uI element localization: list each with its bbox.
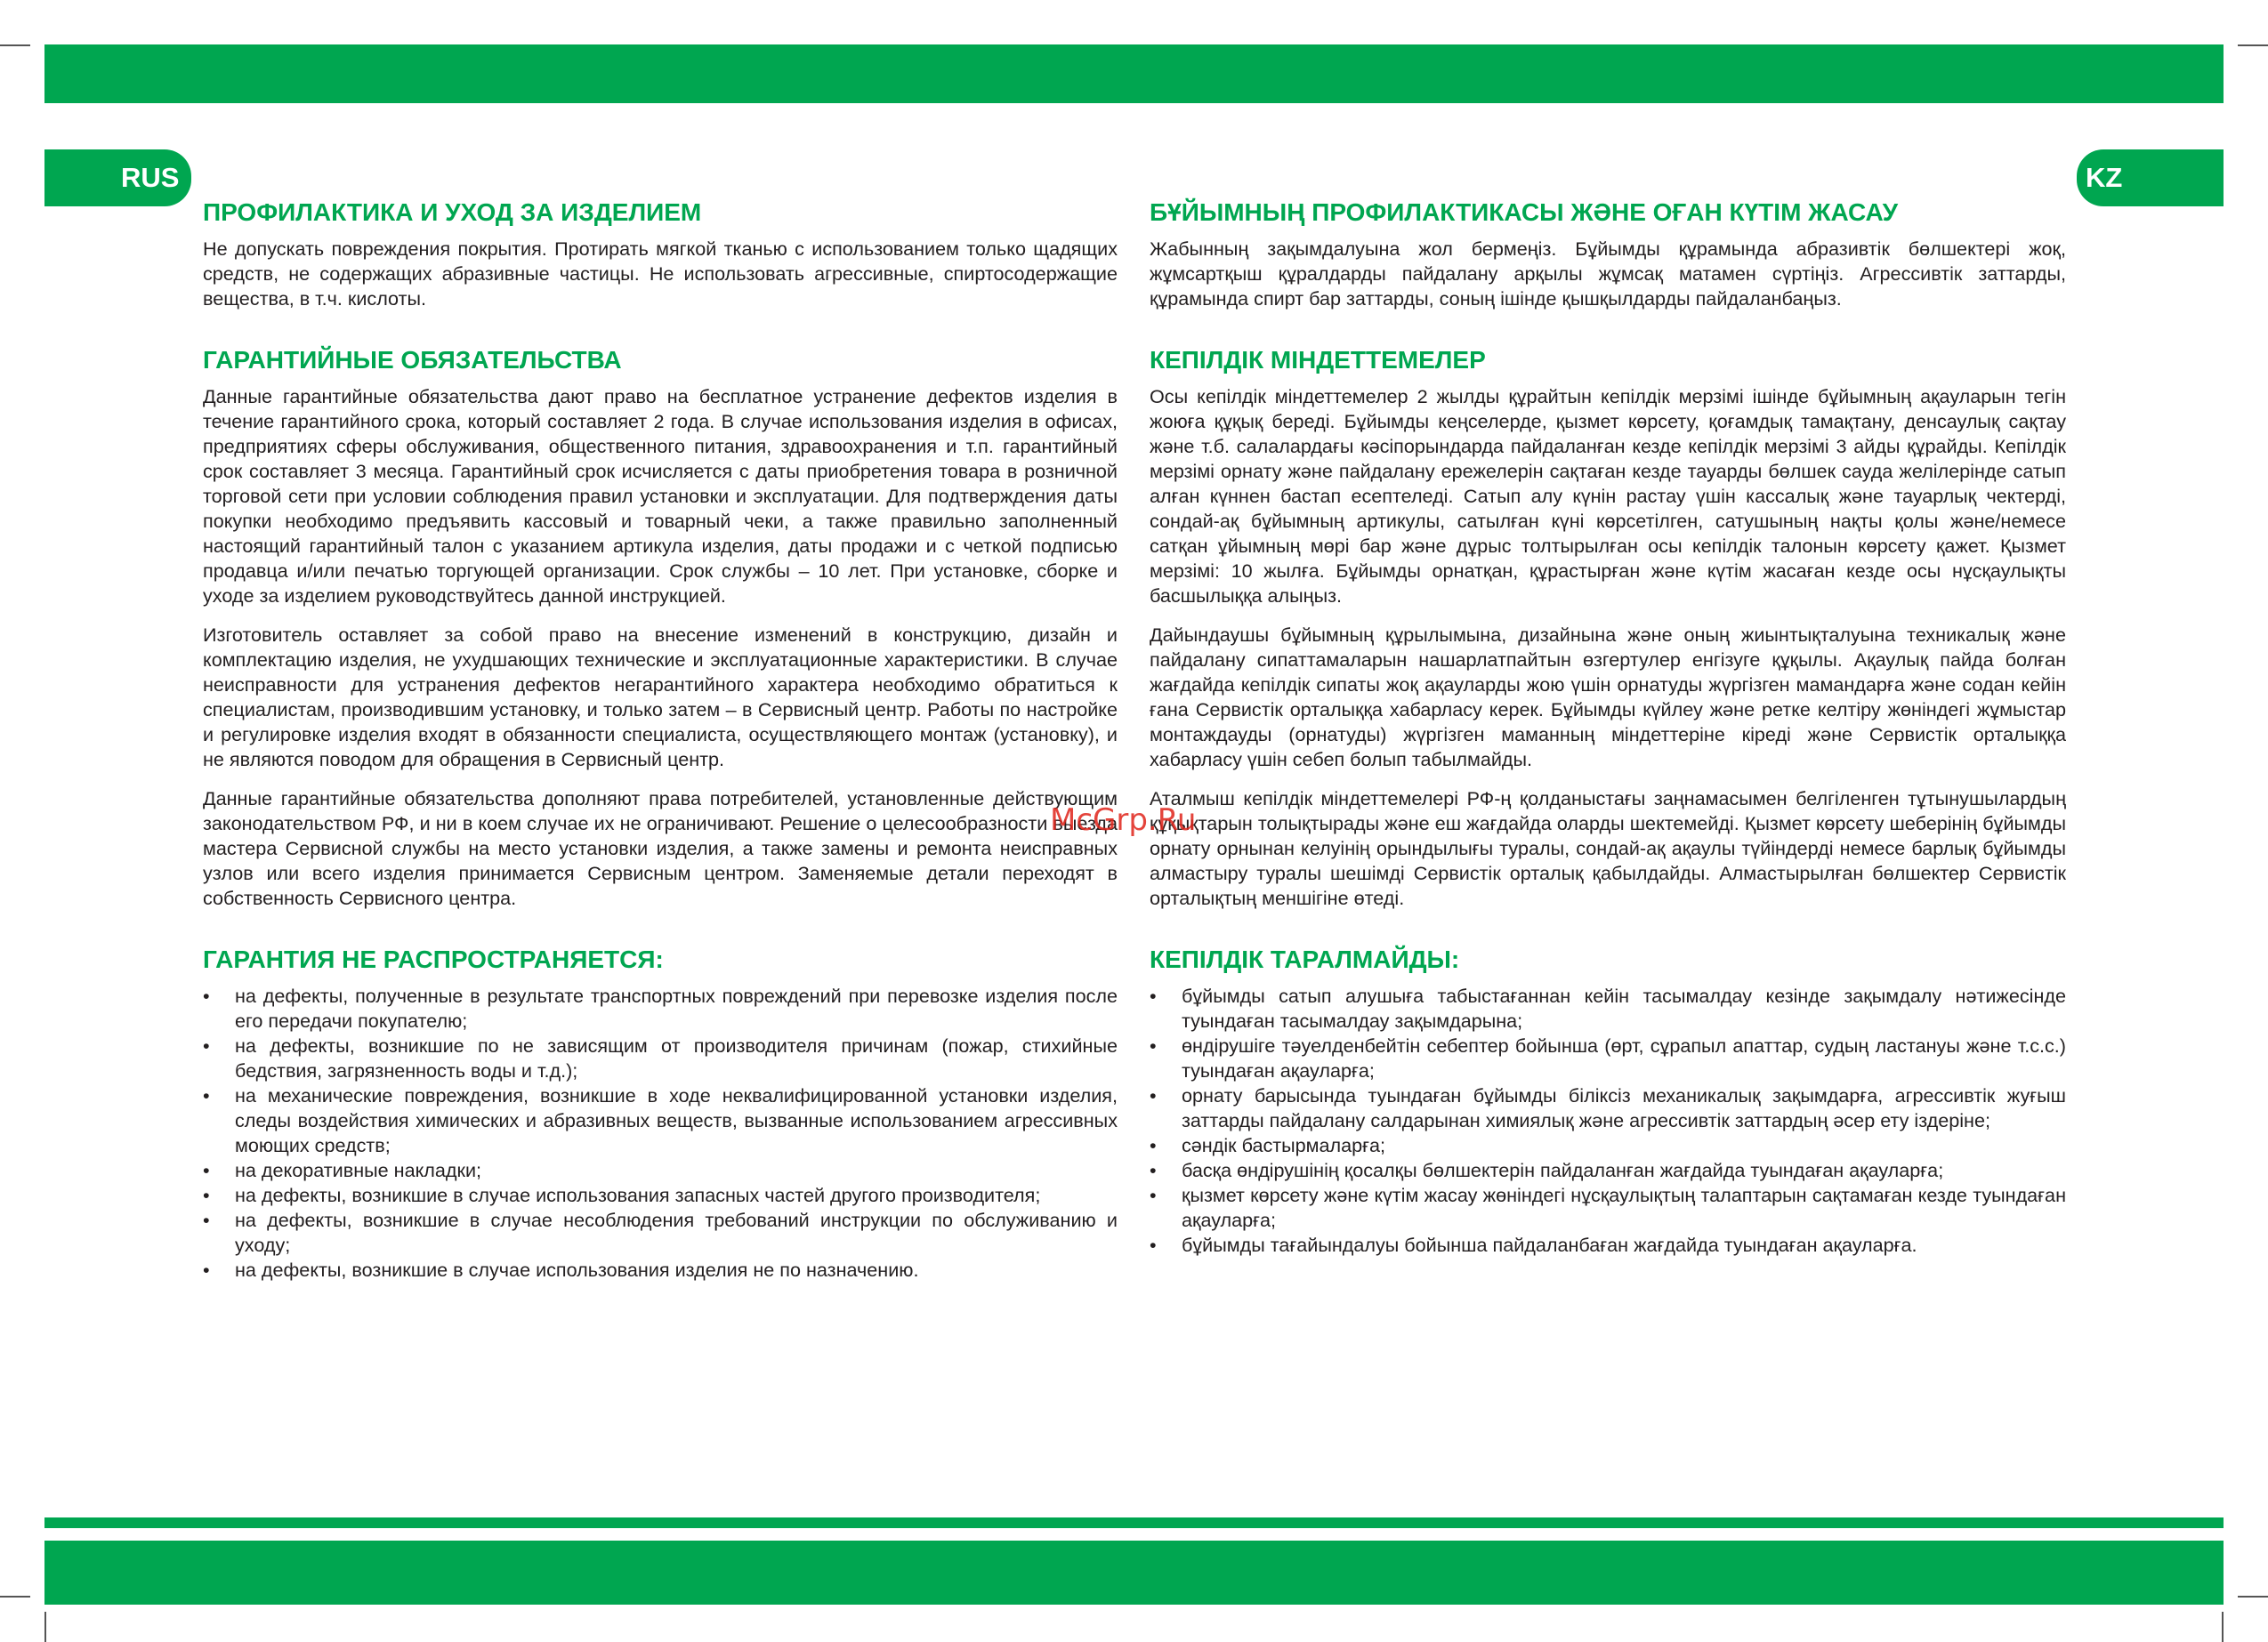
care-paragraph-kz: Жабынның зақымдалуына жол бермеңіз. Бұйымды құрамында абразивтік бөлшектері жоқ, жұмсартқыш құралдарды пайдалану арқылы жұмсақ матамен сүртіңіз. Агрессивтік заттарды, құрамында спирт бар заттарды, соның ішінде қышқылдарды пайдаланбаңыз.: [1150, 237, 2066, 310]
crop-mark: [2238, 1596, 2268, 1598]
language-tab-rus: RUS: [44, 149, 191, 206]
crop-mark: [0, 44, 30, 46]
list-item: • на декоративные накладки;: [203, 1158, 1118, 1183]
list-item: • на дефекты, возникшие по не зависящим от производителя причинам (пожар, стихийные бедствия, загрязненность воды и т.д.);: [203, 1034, 1118, 1083]
top-green-band: [44, 44, 2224, 103]
list-item: • қызмет көрсету және күтім жасау жөніндегі нұсқаулықтың талаптарын сақтамаған кезде туындаған ақауларға;: [1150, 1183, 2066, 1233]
crop-mark: [0, 1596, 30, 1598]
list-item: • бұйымды сатып алушыға табыстағаннан кейін тасымалдау кезінде зақымдалу нәтижесінде туындаған тасымалдау зақымдарына;: [1150, 984, 2066, 1034]
language-tab-kz: KZ: [2077, 149, 2224, 206]
list-item: • на дефекты, полученные в результате транспортных повреждений при перевозке изделия после его передачи покупателю;: [203, 984, 1118, 1034]
warranty-paragraph-1: Данные гарантийные обязательства дают право на бесплатное устранение дефектов изделия в течение гарантийного срока, который составляет 2 года. В случае использования изделия в офисах, предприятиях сферы обслуживания, общественного питания, здравоохранения и т.п. гарантийный срок составляет 3 месяца. Гарантийный срок исчисляется с даты приобретения товара в розничной торговой сети при условии соблюдения правил установки и эксплуатации. Для подтверждения даты покупки необходимо предъявить кассовый и товарный чеки, а также правильно заполненный настоящий гарантийный талон с указанием артикула изделия, даты продажи и с четкой подписью продавца и/или печатью торгующей организации. Срок службы – 10 лет. При установке, сборке и уходе за изделием руководствуйтесь данной инструкцией.: [203, 385, 1118, 607]
warranty-paragraph-3-kz: Аталмыш кепілдік міндеттемелері РФ-ң қолданыстағы заңнамасымен белгіленген тұтынушылардың құқықтарын толықтырады және еш жағдайда оларды шектемейді. Қызмет көрсету шеберінің бұйымды орнату орнынан келуінің орындылығы туралы, сондай-ақ ақаулы түйіндерді немесе барлық бұйымды алмастыру туралы шешімді Сервистік орталық қабылдайды. Алмастырылған бөлшектер Сервистік орталықтың меншігіне өтеді.: [1150, 787, 2066, 909]
kz-column: [1150, 197, 2066, 1258]
rus-column: [203, 197, 1118, 1283]
list-item: • басқа өндірушінің қосалқы бөлшектерін пайдаланған жағдайда туындаған ақауларға;: [1150, 1158, 2066, 1183]
list-item: • бұйымды тағайындалуы бойынша пайдаланбаған жағдайда туындаған ақауларға.: [1150, 1233, 2066, 1258]
crop-mark: [44, 1612, 46, 1642]
crop-mark: [2222, 1612, 2224, 1642]
list-item: • орнату барысында туындаған бұйымды біліксіз механикалық зақымдарға, агрессивтік жуғыш заттарды пайдалану салдарынан химиялық және агрессивтік заттардың әсер ету іздеріне;: [1150, 1083, 2066, 1133]
warranty-paragraph-2-kz: Дайындаушы бұйымның құрылымына, дизайнына және оның жиынтықталуына техникалық және пайдалану сипаттамаларын нашарлатпайтын өзгертулер енгізуге құқылы. Ақаулық пайда болған жағдайда кепілдік сипаты жоқ ақауларды жою үшін орнатуды жүргізген мамандарға және содан кейін ғана Сервистік орталыққа хабарласу керек. Бұйымды күйлеу және ретке келтіру жөніндегі жұмыстар монтаждауды (орнатуды) жүргізген маманның міндеттеріне кіреді және Сервистік орталыққа хабарласу үшін себеп болып табылмайды.: [1150, 624, 2066, 770]
crop-mark: [2238, 44, 2268, 46]
watermark-text: McGrp.Ru: [1050, 802, 1197, 838]
bottom-green-stripe: [44, 1517, 2224, 1528]
exclusions-list: [203, 984, 1118, 1283]
section-title-exclusions-kz: КЕПІЛДІК ТАРАЛМАЙДЫ:: [1150, 946, 1460, 973]
section-title-warranty-kz: КЕПІЛДІК МІНДЕТТЕМЕЛЕР: [1150, 346, 1486, 374]
warranty-paragraph-2: Изготовитель оставляет за собой право на внесение изменений в конструкцию, дизайн и комплектацию изделия, не ухудшающих технические и эксплуатационные характеристики. В случае неисправности для устранения дефектов негарантийного характера необходимо обратиться к специалистам, производившим установку, и только затем – в Сервисный центр. Работы по настройке и регулировке изделия входят в обязанности специалиста, осуществляющего монтаж (установку), и не являются поводом для обращения в Сервисный центр.: [203, 624, 1118, 770]
list-item: • на дефекты, возникшие в случае несоблюдения требований инструкции по обслуживанию и уходу;: [203, 1208, 1118, 1258]
exclusions-list-kz: [1150, 984, 2066, 1258]
warranty-paragraph-3: Данные гарантийные обязательства дополняют права потребителей, установленные действующим законодательством РФ, и ни в коем случае их не ограничивают. Решение о целесообразности выезда мастера Сервисной службы на место установки изделия, а также замены и ремонта неисправных узлов или всего изделия принимается Сервисным центром. Заменяемые детали переходят в собственность Сервисного центра.: [203, 787, 1118, 909]
care-paragraph: Не допускать повреждения покрытия. Протирать мягкой тканью с использованием только щадящих средств, не содержащих абразивные частицы. Не использовать агрессивные, спиртосодержащие вещества, в т.ч. кислоты.: [203, 237, 1118, 310]
list-item: • на дефекты, возникшие в случае использования запасных частей другого производителя;: [203, 1183, 1118, 1208]
list-item: • өндірушіге тәуелденбейтін себептер бойынша (өрт, сұрапыл апаттар, судың ластануы және т.с.с.) туындаған ақауларға;: [1150, 1034, 2066, 1083]
bottom-green-band: [44, 1541, 2224, 1605]
list-item: • на механические повреждения, возникшие в ходе неквалифицированной установки изделия, следы воздействия химических и абразивных веществ, вызванные использованием агрессивных моющих средств;: [203, 1083, 1118, 1158]
section-title-care-kz: БҰЙЫМНЫҢ ПРОФИЛАКТИКАСЫ ЖӘНЕ ОҒАН КҮТІМ ЖАСАУ: [1150, 198, 1899, 226]
section-title-exclusions: ГАРАНТИЯ НЕ РАСПРОСТРАНЯЕТСЯ:: [203, 946, 664, 973]
list-item: • на дефекты, возникшие в случае использования изделия не по назначению.: [203, 1258, 1118, 1283]
section-title-care: ПРОФИЛАКТИКА И УХОД ЗА ИЗДЕЛИЕМ: [203, 198, 702, 226]
warranty-paragraph-1-kz: Осы кепілдік міндеттемелер 2 жылды құрайтын кепілдік мерзімі ішінде бұйымның ақауларын тегін жоюға құқық береді. Бұйымды кеңселерде, қызмет көрсету, қоғамдық тамақтану, денсаулық сақтау және т.б. салалардағы кәсіпорындарда пайдаланған кезде кепілдік мерзімі 3 айды құрайды. Кепілдік мерзімі орнату және пайдалану ережелерін сақтаған кезде тауарды бөлшек сауда желілерінде сатып алған күннен бастап есептеледі. Сатып алу күнін растау үшін кассалық және тауарлық чектерді, сондай-ақ бұйымның артикулы, сатылған күні көрсетілген, сатушының нақты қолы және/немесе сатқан ұйымның мөрі бар және дұрыс толтырылған осы кепілдік талонын көрсету қажет. Қызмет мерзімі: 10 жылға. Бұйымды орнатқан, құрастырған және күтім жасаған кезде осы нұсқаулықты басшылыққа алыңыз.: [1150, 385, 2066, 607]
list-item: • сәндік бастырмаларға;: [1150, 1133, 2066, 1158]
section-title-warranty: ГАРАНТИЙНЫЕ ОБЯЗАТЕЛЬСТВА: [203, 346, 622, 374]
